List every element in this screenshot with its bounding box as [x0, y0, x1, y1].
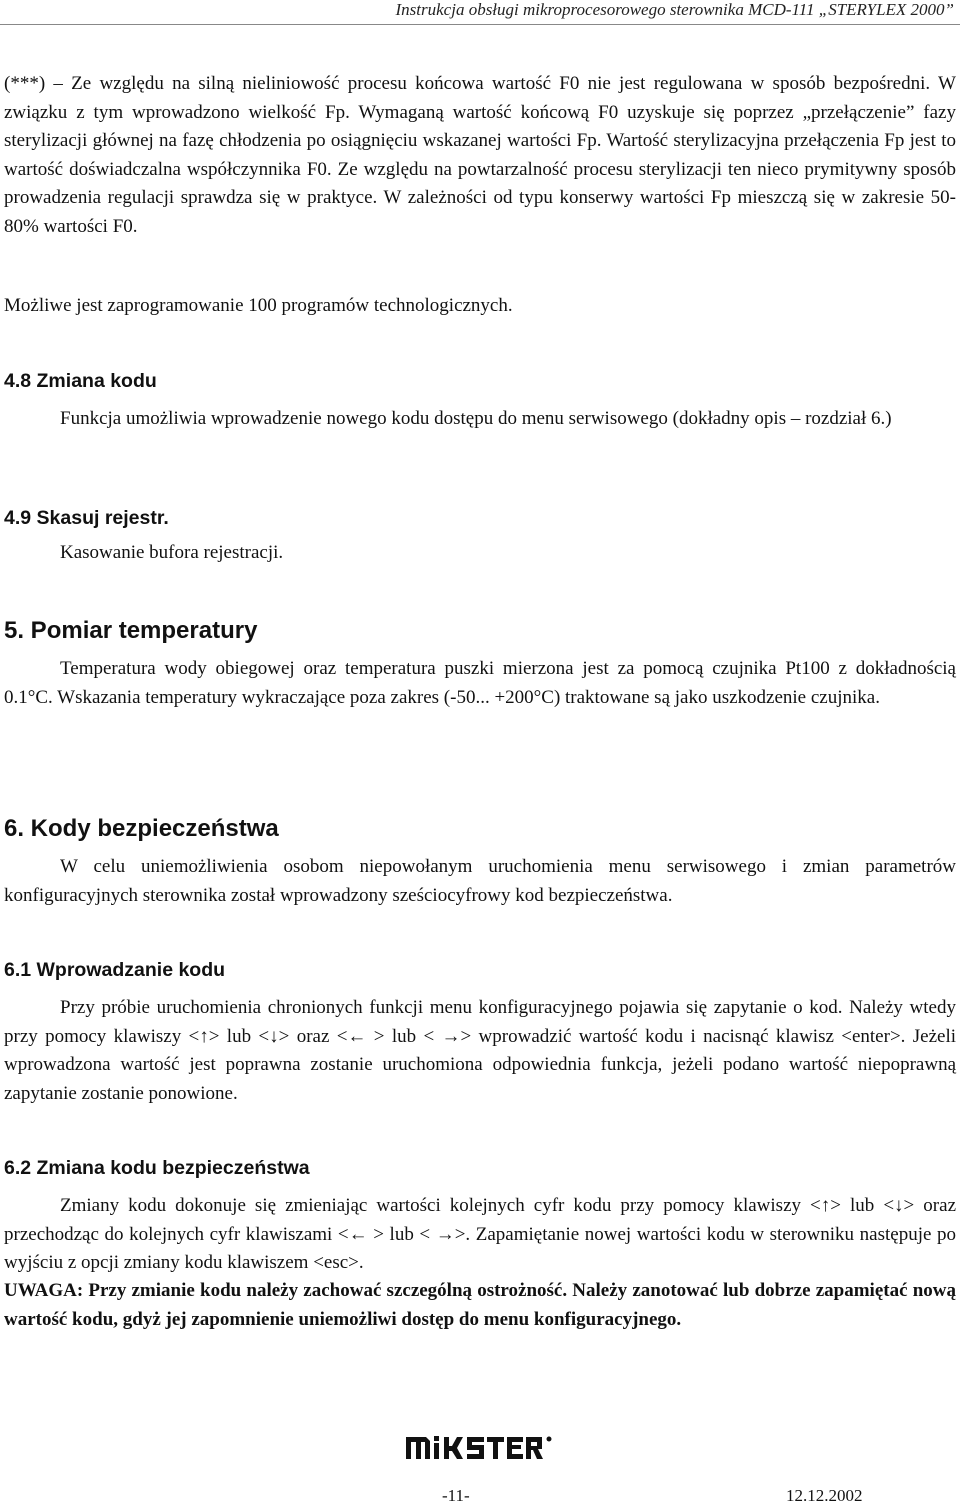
header-rule — [0, 24, 960, 25]
document-date: 12.12.2002 — [786, 1486, 863, 1505]
section-6-heading: 6. Kody bezpieczeństwa — [4, 815, 279, 842]
section-6-2-body: Zmiany kodu dokonuje się zmieniając wartości kolejnych cyfr kodu przy pomocy klawiszy <↑> lub <↓> oraz przechodząc do kolejnych cyfr klawiszami <← > lub < →>. Zapamiętanie nowej wartości kodu w sterowniku następuje po wyjściu z opcji zmiany kodu klawiszem <esc>. — [4, 1195, 956, 1273]
section-6-body: W celu uniemożliwienia osobom niepowołanym uruchomienia menu serwisowego i zmian parametrów konfiguracyjnych sterownika został wprowadzony sześciocyfrowy kod bezpieczeństwa. — [4, 856, 956, 906]
section-6-1-body: Przy próbie uruchomienia chronionych funkcji menu konfiguracyjnego pojawia się zapytanie o kod. Należy wtedy przy pomocy klawiszy <↑> lub <↓> oraz <← > lub < →> wprowadzić wartość kodu i nacisnąć klawisz <enter>. Jeżeli wprowadzona wartość jest poprawna zostanie uruchomiona odpowiednia funkcja, jeżeli podano wartość niepoprawną zapytanie zostanie ponowione. — [4, 997, 956, 1104]
programs-paragraph: Możliwe jest zaprogramowanie 100 programów technologicznych. — [4, 295, 513, 316]
section-5-body: Temperatura wody obiegowej oraz temperatura puszki mierzona jest za pomocą czujnika Pt100 z dokładnością 0.1°C. Wskazania temperatury wykraczające poza zakres (-50... +200°C) traktowane są jako uszkodzenie czujnika. — [4, 658, 956, 708]
document-header: Instrukcja obsługi mikroprocesorowego sterownika MCD-111 „STERYLEX 2000” — [395, 0, 954, 19]
section-4-8-heading: 4.8 Zmiana kodu — [4, 370, 157, 392]
footnote-paragraph: (***) – Ze względu na silną nieliniowość procesu końcowa wartość F0 nie jest regulowana w sposób bezpośredni. W związku z tym wprowadzono wielkość Fp. Wymaganą wartość końcową F0 uzyskuje się poprzez „przełączenie” fazy sterylizacji głównej na fazę chłodzenia po osiągnięciu wskazanej wartości Fp. Wartość sterylizacyjna przełączenia Fp jest to wartość doświadczalna współczynnika F0. Ze względu na powtarzalność procesu sterylizacji ten nieco prymitywny sposób prowadzenia regulacji sprawdza się w praktyce. W zależności od typu konserwy wartości Fp mieszczą się w zakresie 50-80% wartości F0. — [4, 73, 956, 237]
section-4-8-body: Funkcja umożliwia wprowadzenie nowego kodu dostępu do menu serwisowego (dokładny opis – rozdział 6.) — [60, 408, 892, 429]
section-4-9-heading: 4.9 Skasuj rejestr. — [4, 507, 169, 529]
page-number: -11- — [442, 1486, 470, 1505]
section-4-9-body: Kasowanie bufora rejestracji. — [60, 542, 284, 563]
warning-paragraph: UWAGA: Przy zmianie kodu należy zachować szczególną ostrożność. Należy zanotować lub dobrze zapamiętać nową wartość kodu, gdyż jej zapomnienie uniemożliwi dostęp do menu konfiguracyjnego. — [4, 1280, 956, 1330]
section-6-2-heading: 6.2 Zmiana kodu bezpieczeństwa — [4, 1157, 310, 1179]
mikster-logo — [404, 1433, 556, 1463]
section-5-heading: 5. Pomiar temperatury — [4, 617, 258, 644]
section-6-1-heading: 6.1 Wprowadzanie kodu — [4, 959, 226, 981]
